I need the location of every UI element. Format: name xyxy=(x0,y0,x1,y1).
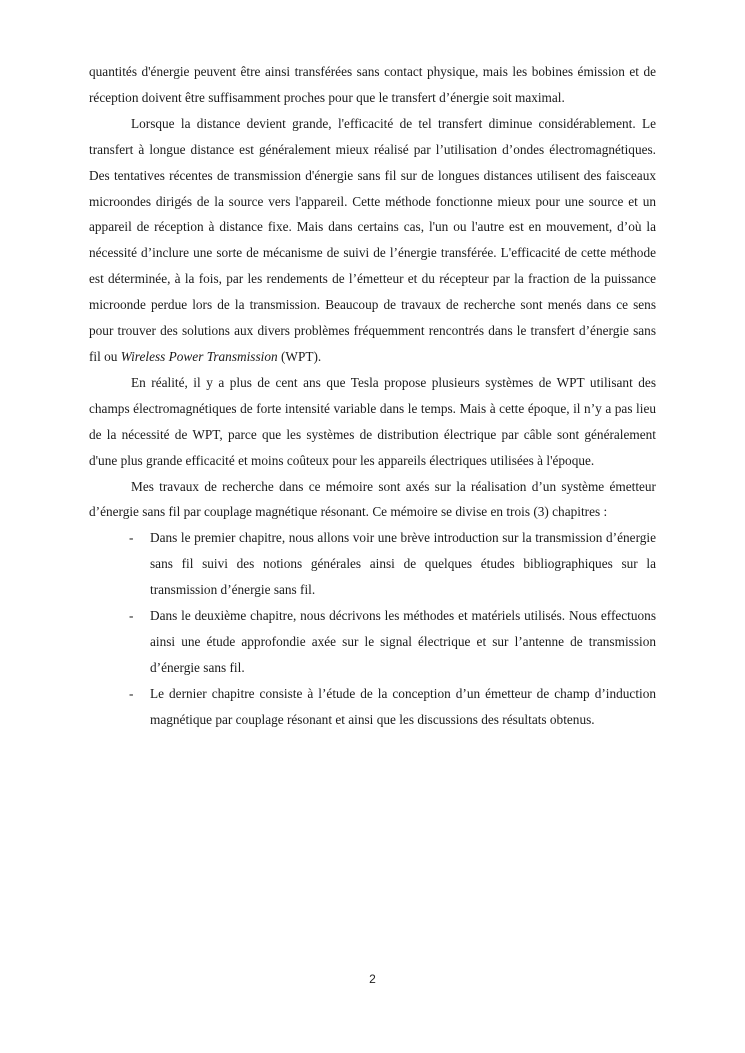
paragraph-2-text: Lorsque la distance devient grande, l'efficacité de tel transfert diminue considérablement. Le transfert à longue distance est généralement mieux réalisé par l’utilisation d’ondes électromagnétiques. Des tentatives récentes de transmission d'énergie sans fil sur de longues distances utilisent des faisceaux microondes dirigés de la source vers l'appareil. Cette méthode fonctionne mieux pour une source et un appareil de réception à distance fixe. Mais dans certains cas, l'un ou l'autre est en mouvement, d’où la nécessité d’inclure une sorte de mécanisme de suivi de l’énergie transférée. L'efficacité de cette méthode est déterminée, à la fois, par les rendements de l’émetteur et du récepteur par la fraction de la puissance microonde perdue lors de la transmission. Beaucoup de travaux de recherche sont menés dans ce sens pour trouver des solutions aux divers problèmes fréquemment rencontrés dans le transfert d’énergie sans fil ou xyxy=(89,115,656,364)
wpt-term-italic: Wireless Power Transmission xyxy=(120,348,278,364)
chapter-list-item xyxy=(89,681,656,733)
chapter-list-item xyxy=(89,525,656,603)
page-number: 2 xyxy=(369,972,376,986)
chapter-3-text: Le dernier chapitre consiste à l’étude de la conception d’un émetteur de champ d’induction magnétique par couplage résonant et ainsi que les discussions des résultats obtenus. xyxy=(150,685,656,727)
bullet-dash: - xyxy=(129,685,134,701)
page-body xyxy=(89,59,656,733)
paragraph-4: Mes travaux de recherche dans ce mémoire sont axés sur la réalisation d’un système émetteur d’énergie sans fil par couplage magnétique résonant. Ce mémoire se divise en trois (3) chapitres : xyxy=(89,478,656,520)
chapter-2-text: Dans le deuxième chapitre, nous décrivons les méthodes et matériels utilisés. Nous effectuons ainsi une étude approfondie axée sur le signal électrique et sur l’antenne de transmission d’énergie sans fil. xyxy=(150,608,656,675)
chapter-1-text: Dans le premier chapitre, nous allons voir une brève introduction sur la transmission d’énergie sans fil suivi des notions générales ainsi de quelques études bibliographiques sur la transmission d’énergie sans fil. xyxy=(150,530,656,598)
paragraph-3: En réalité, il y a plus de cent ans que Tesla propose plusieurs systèmes de WPT utilisant des champs électromagnétiques de forte intensité variable dans le temps. Mais à cette époque, il n’y a pas lieu de la nécessité de WPT, parce que les systèmes de distribution électrique par câble sont généralement d'une plus grande efficacité et moins coûteux pour les appareils électriques utilisées à l'époque. xyxy=(89,374,656,468)
paragraph-1: quantités d'énergie peuvent être ainsi transférées sans contact physique, mais les bobines émission et de réception doivent être suffisamment proches pour que le transfert d’énergie soit maximal. xyxy=(89,64,656,105)
paragraph-2 xyxy=(89,111,656,370)
chapter-list-item xyxy=(89,603,656,681)
bullet-dash: - xyxy=(129,530,134,546)
chapter-list xyxy=(89,525,656,732)
bullet-dash: - xyxy=(129,608,134,624)
paragraph-2-tail: (WPT). xyxy=(277,348,322,364)
